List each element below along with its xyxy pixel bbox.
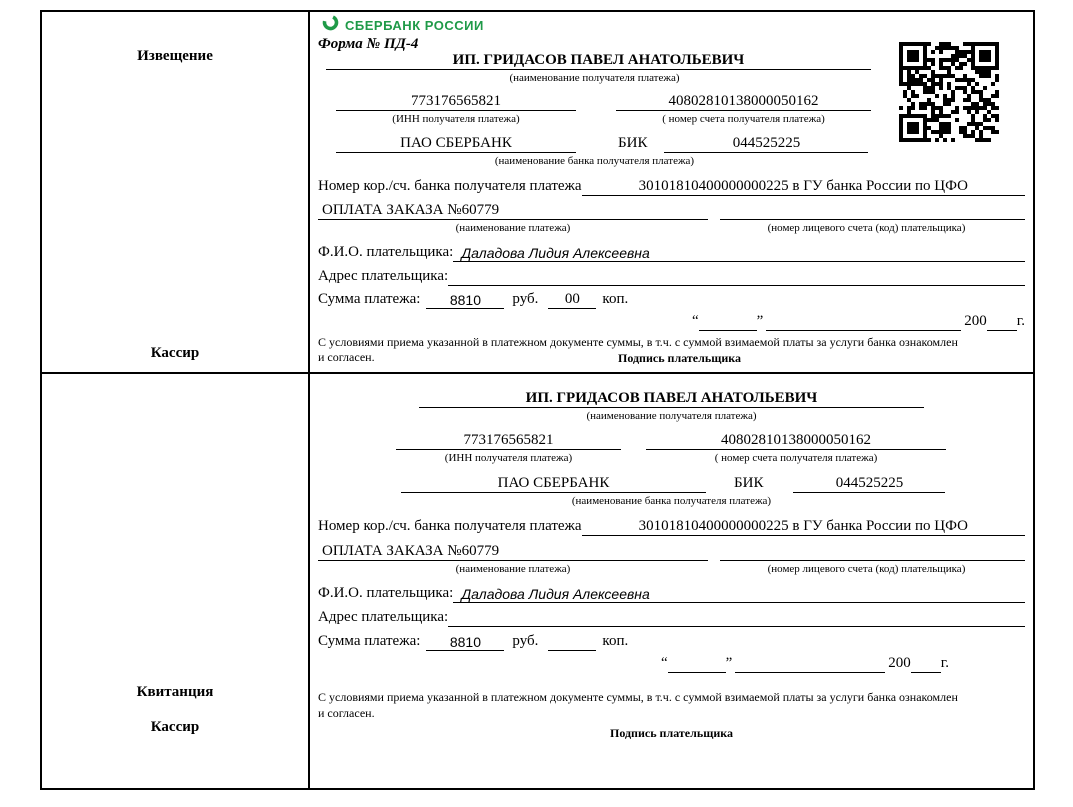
address-label: Адрес плательщика: — [318, 609, 449, 625]
corr-value: 30101810400000000225 в ГУ банка России по ЦФО — [638, 177, 968, 194]
date-row — [318, 309, 1025, 331]
bank-caption-row — [318, 493, 1025, 511]
corr-label: Номер кор./сч. банка получателя платежа — [318, 518, 582, 534]
recipient-name: ИП. ГРИДАСОВ ПАВЕЛ АНАТОЛЬЕВИЧ — [419, 390, 924, 408]
year-suffix: г. — [940, 655, 949, 671]
bank-name: ПАО СБЕРБАНК — [401, 475, 706, 493]
inn-value: 773176565821 — [336, 93, 576, 111]
recipient-caption: (наименование получателя платежа) — [509, 71, 680, 84]
sum-label: Сумма платежа: — [318, 291, 421, 308]
payer-code-caption: (номер лицевого счета (код) плательщика) — [767, 563, 966, 575]
payer-code-caption: (номер лицевого счета (код) плательщика) — [767, 222, 966, 235]
recipient-caption: (наименование получателя платежа) — [586, 410, 757, 422]
bank-caption: (наименование банка получателя платежа) — [571, 495, 772, 507]
receipt-side-column — [42, 374, 310, 788]
payment-caption-row — [318, 220, 1025, 238]
receipt-form — [310, 374, 1033, 788]
notice-section-label: Извещение — [137, 48, 213, 64]
form-number: Форма № ПД-4 — [318, 36, 419, 52]
payment-form-pd4 — [40, 10, 1035, 790]
notice-side-column — [42, 12, 310, 372]
bik-value: 044525225 — [664, 135, 868, 153]
agreement-block — [318, 690, 1025, 782]
sum-row — [318, 627, 1025, 651]
inn-account-caption-row — [318, 111, 871, 129]
quote-open: “ — [660, 655, 668, 671]
quote-close: ” — [756, 312, 764, 329]
payer-fio-row — [318, 579, 1025, 603]
recipient-caption-row — [318, 70, 871, 88]
recipient-caption-row — [318, 408, 1025, 426]
payer-address-row — [318, 262, 1025, 286]
receipt-cashier-label: Кассир — [150, 719, 200, 735]
fio-label: Ф.И.О. плательщика: — [318, 585, 454, 601]
sum-rub-value: 8810 — [449, 292, 481, 309]
corr-label: Номер кор./сч. банка получателя платежа — [318, 177, 582, 194]
inn-caption: (ИНН получателя платежа) — [392, 113, 520, 126]
sum-rub-underline — [426, 292, 504, 309]
payer-fio-row — [318, 238, 1025, 262]
inn-account-row — [318, 87, 871, 111]
bik-value: 044525225 — [793, 475, 945, 493]
receipt-section-label: Квитанция — [136, 684, 214, 700]
kop-label: коп. — [602, 633, 629, 649]
recipient-row — [318, 384, 1025, 408]
payment-row — [318, 536, 1025, 561]
sberbank-logo-text: СБЕРБАНК РОССИИ — [345, 17, 484, 33]
signature-label: Подпись плательщика — [610, 726, 733, 741]
bik-label: БИК — [734, 475, 764, 491]
inn-account-caption-row — [318, 450, 1025, 468]
account-value: 40802810138000050162 — [646, 432, 946, 450]
bank-row — [318, 129, 871, 154]
date-year-underline — [911, 672, 941, 673]
sum-kop-value: 00 — [564, 291, 580, 308]
bank-row — [318, 468, 1025, 493]
payment-caption: (наименование платежа) — [455, 222, 571, 235]
corr-underline — [582, 178, 1025, 196]
address-label: Адрес плательщика: — [318, 267, 449, 284]
agreement-block — [318, 331, 1025, 366]
sum-row — [318, 286, 1025, 310]
year-suffix: г. — [1016, 312, 1025, 329]
bik-label: БИК — [618, 135, 648, 152]
agreement-text: С условиями приема указанной в платежном документе суммы, в т.ч. с суммой взимаемой платы за услуги банка ознакомлен и согласен. — [318, 334, 958, 365]
corr-account-row — [318, 171, 1025, 196]
sum-kop-underline — [548, 291, 596, 309]
receipt-section — [42, 374, 1033, 788]
bank-caption: (наименование банка получателя платежа) — [494, 155, 695, 168]
date-month-underline — [735, 672, 885, 673]
year-prefix: 200 — [888, 655, 911, 671]
fio-underline — [453, 245, 1025, 262]
payment-name: ОПЛАТА ЗАКАЗА №60779 — [318, 543, 708, 561]
rub-label: руб. — [512, 291, 539, 308]
corr-underline — [582, 518, 1025, 536]
account-value: 40802810138000050162 — [616, 93, 871, 111]
payer-address-row — [318, 603, 1025, 627]
notice-header-row — [318, 14, 883, 52]
notice-cashier-label: Кассир — [150, 345, 200, 361]
inn-value: 773176565821 — [396, 432, 621, 450]
quote-open: “ — [691, 312, 699, 329]
bank-name: ПАО СБЕРБАНК — [336, 135, 576, 153]
fio-label: Ф.И.О. плательщика: — [318, 243, 454, 260]
recipient-row — [318, 46, 871, 70]
corr-account-row — [318, 511, 1025, 536]
notice-section — [42, 12, 1033, 374]
sberbank-logo-icon — [322, 14, 339, 36]
rub-label: руб. — [512, 633, 539, 649]
fio-value: Даладова Лидия Алексеевна — [461, 586, 650, 602]
fio-underline — [453, 586, 1025, 603]
date-row — [318, 651, 949, 673]
agreement-text: С условиями приема указанной в платежном документе суммы, в т.ч. с суммой взимаемой платы за услуги банка ознакомлен и согласен. — [318, 690, 958, 720]
payment-name: ОПЛАТА ЗАКАЗА №60779 — [318, 202, 708, 220]
notice-form — [310, 12, 1033, 372]
payment-caption: (наименование платежа) — [455, 563, 571, 575]
fio-value: Даладова Лидия Алексеевна — [461, 244, 650, 261]
payment-caption-row — [318, 561, 1025, 579]
kop-label: коп. — [602, 291, 629, 308]
corr-value: 30101810400000000225 в ГУ банка России по ЦФО — [638, 518, 968, 534]
bank-caption-row — [318, 153, 871, 171]
account-caption: ( номер счета получателя платежа) — [714, 452, 878, 464]
sum-rub-value: 8810 — [449, 634, 481, 650]
signature-label: Подпись плательщика — [618, 350, 741, 365]
recipient-name: ИП. ГРИДАСОВ ПАВЕЛ АНАТОЛЬЕВИЧ — [326, 52, 871, 70]
inn-account-row — [318, 426, 1025, 450]
date-day-underline — [668, 672, 726, 673]
sum-rub-underline — [426, 634, 504, 651]
sum-label: Сумма платежа: — [318, 633, 421, 649]
year-prefix: 200 — [964, 312, 987, 329]
quote-close: ” — [725, 655, 733, 671]
sberbank-logo — [322, 14, 883, 36]
account-caption: ( номер счета получателя платежа) — [662, 113, 825, 126]
qr-code — [899, 42, 999, 142]
payment-row — [318, 196, 1025, 221]
inn-caption: (ИНН получателя платежа) — [444, 452, 573, 464]
